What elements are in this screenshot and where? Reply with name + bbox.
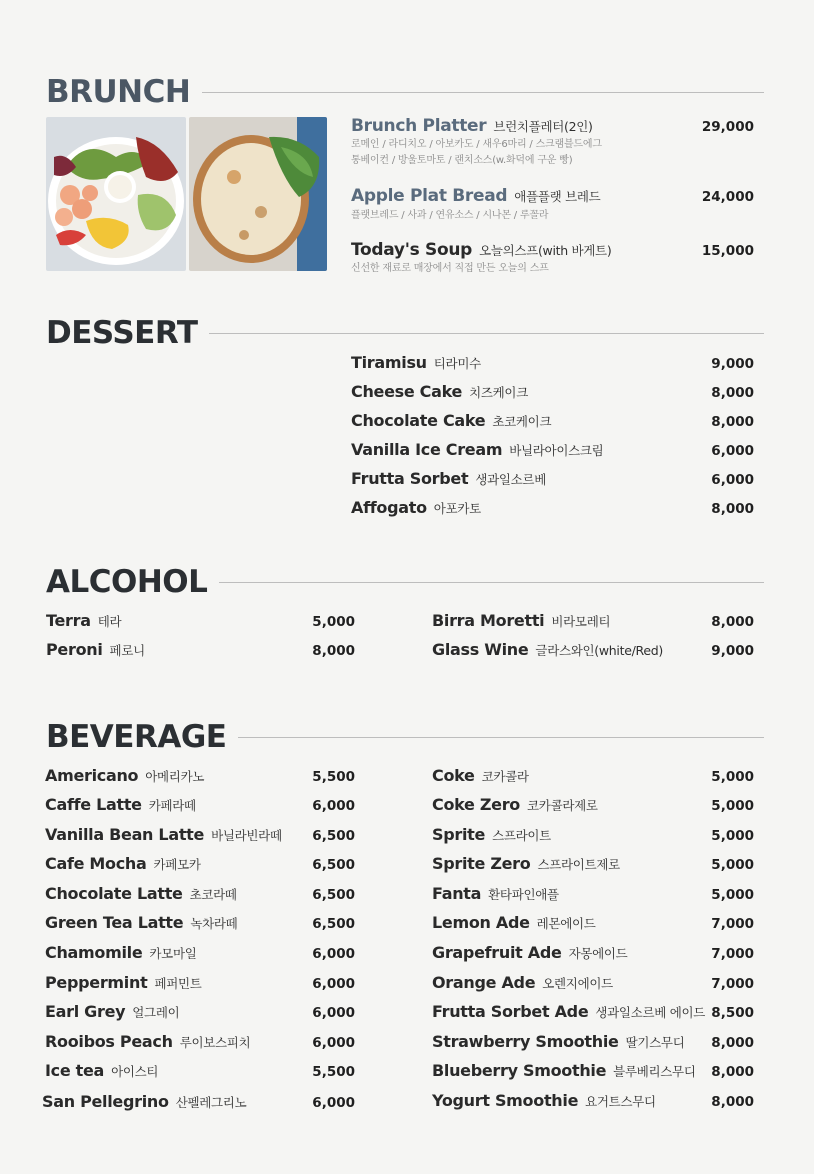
item-korean-name: 요거트스무디	[585, 1094, 656, 1109]
item-name: Frutta Sorbet Ade	[432, 1002, 589, 1021]
item-name: Orange Ade	[432, 973, 536, 992]
item-price: 5,500	[312, 1064, 355, 1080]
menu-item	[432, 611, 610, 630]
item-price: 8,000	[711, 385, 754, 401]
item-name: Peroni	[46, 640, 103, 659]
item-korean-name: 아이스티	[111, 1064, 159, 1079]
item-name: Apple Plat Bread	[351, 186, 508, 206]
item-korean-name: 테라	[97, 614, 122, 629]
item-price: 9,000	[711, 356, 754, 372]
menu-item-apple-plat-bread	[351, 186, 600, 206]
item-price: 24,000	[701, 189, 754, 205]
item-name: Brunch Platter	[351, 116, 487, 136]
item-korean-name: 녹차라떼	[190, 916, 238, 931]
menu-item	[45, 766, 204, 785]
item-price: 8,000	[711, 1064, 754, 1080]
item-price: 5,000	[711, 769, 754, 785]
menu-item	[45, 795, 196, 814]
menu-item-brunch-platter	[351, 116, 593, 136]
dessert-divider	[209, 333, 764, 334]
menu-item	[45, 1002, 179, 1021]
menu-item	[432, 1032, 684, 1051]
item-korean-name: 카페모카	[153, 857, 201, 872]
item-korean-name: 애플플랫 브레드	[514, 189, 601, 204]
item-korean-name: 얼그레이	[132, 1005, 180, 1020]
item-korean-name: 치즈케이크	[469, 385, 528, 400]
item-name: Rooibos Peach	[45, 1032, 173, 1051]
item-korean-name: 스프라이트제로	[537, 857, 620, 872]
item-korean-name: 코카콜라제로	[527, 798, 598, 813]
menu-item	[432, 766, 529, 785]
item-price: 8,000	[312, 643, 355, 659]
item-name: Americano	[45, 766, 139, 785]
item-korean-name: 생과일소르베 에이드	[595, 1005, 706, 1020]
item-name: Frutta Sorbet	[351, 469, 469, 488]
item-korean-name: 비라모레티	[551, 614, 611, 629]
item-name: San Pellegrino	[42, 1092, 169, 1111]
item-korean-name: 루이보스피치	[179, 1035, 251, 1050]
item-price: 5,000	[312, 614, 355, 630]
item-price: 8,000	[711, 1094, 754, 1110]
item-korean-name: 바닐라아이스크림	[509, 443, 604, 458]
menu-item	[351, 353, 481, 372]
item-price: 7,000	[711, 916, 754, 932]
item-name: Peppermint	[45, 973, 148, 992]
item-price: 8,500	[711, 1005, 754, 1021]
item-name: Cafe Mocha	[45, 854, 147, 873]
item-korean-name: 환타파인애플	[488, 887, 559, 902]
item-name: Tiramisu	[351, 353, 427, 372]
item-name: Coke	[432, 766, 475, 785]
item-price: 5,000	[711, 798, 754, 814]
item-name: Chamomile	[45, 943, 143, 962]
item-korean-name: 티라미수	[433, 356, 481, 371]
item-name: Caffe Latte	[45, 795, 142, 814]
item-name: Fanta	[432, 884, 482, 903]
item-name: Vanilla Ice Cream	[351, 440, 503, 459]
item-price: 8,000	[711, 501, 754, 517]
item-name: Grapefruit Ade	[432, 943, 562, 962]
item-price: 6,000	[312, 1035, 355, 1051]
item-name: Green Tea Latte	[45, 913, 184, 932]
item-price: 29,000	[701, 119, 754, 135]
item-korean-name: 산펠레그리노	[175, 1095, 247, 1110]
item-name: Earl Grey	[45, 1002, 126, 1021]
item-price: 6,500	[312, 916, 355, 932]
item-price: 6,000	[711, 443, 754, 459]
item-name: Chocolate Latte	[45, 884, 183, 903]
item-name: Chocolate Cake	[351, 411, 486, 430]
menu-item	[45, 825, 282, 844]
menu-item	[45, 943, 197, 962]
menu-item	[46, 640, 145, 659]
menu-item	[351, 440, 603, 459]
item-price: 7,000	[711, 946, 754, 962]
item-korean-name: 페로니	[109, 643, 145, 658]
item-price: 8,000	[711, 614, 754, 630]
item-korean-name: 카페라떼	[148, 798, 196, 813]
apple-flat-bread-photo	[189, 117, 327, 271]
item-korean-name: 카모마일	[149, 946, 197, 961]
item-name: Yogurt Smoothie	[432, 1091, 579, 1110]
item-price: 15,000	[701, 243, 754, 259]
item-korean-name: 코카콜라	[481, 769, 529, 784]
item-description: 통베이컨 / 방울토마토 / 랜치소스(w.화덕에 구운 빵)	[351, 155, 573, 166]
item-korean-name: 아메리카노	[145, 769, 205, 784]
menu-item	[432, 1061, 696, 1080]
item-price: 8,000	[711, 414, 754, 430]
item-korean-name: 초코케이크	[492, 414, 552, 429]
menu-item	[45, 913, 237, 932]
item-price: 5,000	[711, 887, 754, 903]
brunch-platter-photo	[46, 117, 186, 271]
brunch-title: BRUNCH	[46, 74, 191, 110]
menu-item	[432, 1091, 656, 1110]
dessert-title: DESSERT	[46, 315, 198, 351]
menu-item	[45, 854, 201, 873]
item-korean-name: 블루베리스무디	[613, 1064, 696, 1079]
item-korean-name: 바닐라빈라떼	[211, 828, 282, 843]
item-korean-name: 페퍼민트	[154, 976, 202, 991]
menu-item	[45, 884, 237, 903]
item-price: 8,000	[711, 1035, 754, 1051]
item-price: 5,000	[711, 857, 754, 873]
menu-item	[351, 469, 546, 488]
menu-item	[432, 825, 551, 844]
alcohol-title: ALCOHOL	[46, 564, 208, 600]
alcohol-header	[46, 564, 764, 600]
item-name: Today's Soup	[351, 240, 473, 260]
beverage-title: BEVERAGE	[46, 719, 227, 755]
menu-item	[351, 382, 528, 401]
item-name: Cheese Cake	[351, 382, 463, 401]
item-name: Vanilla Bean Latte	[45, 825, 205, 844]
menu-item	[351, 498, 481, 517]
item-name: Sprite Zero	[432, 854, 531, 873]
item-korean-name: 글라스와인(white/Red)	[535, 643, 663, 658]
brunch-header	[46, 74, 764, 110]
menu-item-todays-soup	[351, 240, 611, 260]
item-name: Sprite	[432, 825, 486, 844]
item-name: Affogato	[351, 498, 427, 517]
item-price: 6,500	[312, 857, 355, 873]
dessert-header	[46, 315, 764, 351]
item-description: 신선한 재료로 매장에서 직접 만든 오늘의 스프	[351, 263, 549, 274]
item-price: 6,000	[312, 798, 355, 814]
item-price: 9,000	[711, 643, 754, 659]
menu-item	[45, 1061, 158, 1080]
menu-item	[432, 854, 620, 873]
item-price: 6,000	[312, 1005, 355, 1021]
item-name: Coke Zero	[432, 795, 521, 814]
menu-item	[432, 1002, 705, 1021]
item-korean-name: 딸기스무디	[625, 1035, 685, 1050]
item-name: Ice tea	[45, 1061, 105, 1080]
menu-item	[45, 1032, 250, 1051]
item-price: 6,500	[312, 887, 355, 903]
menu-item	[42, 1092, 246, 1111]
item-korean-name: 생과일소르베	[475, 472, 546, 487]
item-name: Strawberry Smoothie	[432, 1032, 619, 1051]
item-price: 6,000	[312, 946, 355, 962]
item-name: Blueberry Smoothie	[432, 1061, 607, 1080]
item-price: 5,500	[312, 769, 355, 785]
menu-item	[432, 973, 613, 992]
item-name: Terra	[46, 611, 91, 630]
item-description: 플랫브레드 / 사과 / 연유소스 / 시나몬 / 루꼴라	[351, 210, 549, 221]
item-korean-name: 아포카토	[433, 501, 481, 516]
menu-item	[432, 884, 559, 903]
menu-item	[351, 411, 551, 430]
brunch-divider	[202, 92, 764, 93]
item-korean-name: 브런치플레터(2인)	[493, 119, 593, 134]
item-description: 로메인 / 라디치오 / 아보카도 / 새우6마리 / 스크램블드에그	[351, 139, 602, 150]
item-name: Lemon Ade	[432, 913, 530, 932]
item-korean-name: 스프라이트	[492, 828, 551, 843]
item-price: 6,000	[711, 472, 754, 488]
item-name: Birra Moretti	[432, 611, 545, 630]
menu-item	[46, 611, 121, 630]
beverage-header	[46, 719, 764, 755]
item-korean-name: 오늘의스프(with 바게트)	[479, 243, 612, 258]
menu-item	[45, 973, 202, 992]
item-price: 7,000	[711, 976, 754, 992]
item-korean-name: 초코라떼	[189, 887, 237, 902]
item-price: 6,500	[312, 828, 355, 844]
item-korean-name: 오렌지에이드	[542, 976, 613, 991]
menu-item	[432, 913, 596, 932]
item-price: 6,000	[312, 1095, 355, 1111]
item-korean-name: 레몬에이드	[536, 916, 596, 931]
beverage-divider	[238, 737, 764, 738]
item-price: 6,000	[312, 976, 355, 992]
item-name: Glass Wine	[432, 640, 529, 659]
menu-item	[432, 943, 627, 962]
alcohol-divider	[219, 582, 764, 583]
menu-item	[432, 795, 598, 814]
item-price: 5,000	[711, 828, 754, 844]
menu-item	[432, 640, 663, 659]
item-korean-name: 자몽에이드	[568, 946, 628, 961]
